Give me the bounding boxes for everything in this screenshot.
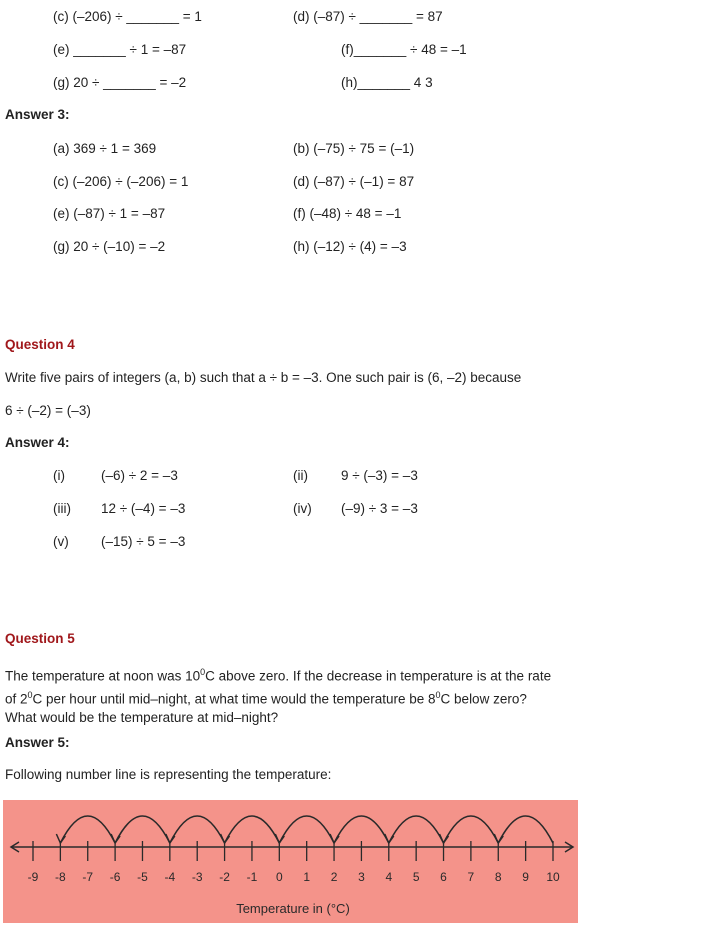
answer3-heading: Answer 3: [5,107,70,122]
tick-label: -3 [191,870,203,884]
answer3-item-h: (h) (–12) ÷ (4) = –3 [293,239,407,254]
q3-item-e: (e) _______ ÷ 1 = –87 [53,42,187,57]
answer4-expr-iii: 12 ÷ (–4) = –3 [101,501,186,516]
tick-label: 3 [358,870,365,884]
tick-label: -8 [55,870,66,884]
answer4-label-ii: (ii) [293,468,308,483]
tick-label: 8 [494,870,502,884]
tick-label: -7 [82,870,94,884]
question5-heading: Question 5 [5,631,75,646]
answer3-item-g: (g) 20 ÷ (–10) = –2 [53,239,166,254]
question4-example: 6 ÷ (–2) = (–3) [5,403,91,418]
answer4-heading: Answer 4: [5,435,70,450]
question5-line1: The temperature at noon was $10^0C$ above zero. If the decrease in temperature is at the rate [5,667,552,684]
number-line-caption: Temperature in (°C) [236,901,350,916]
temperature-number-line-figure [3,800,578,923]
tick-label: -6 [109,870,121,884]
answer4-expr-v: (–15) ÷ 5 = –3 [101,534,186,549]
answer4-label-iii: (iii) [53,501,71,516]
answer3-item-d: (d) (–87) ÷ (–1) = 87 [293,174,415,189]
tick-label: 7 [467,870,475,884]
answer3-item-e: (e) (–87) ÷ 1 = –87 [53,206,166,221]
question5-line3: What would be the temperature at mid–night? [5,710,279,725]
tick-label: 2 [330,870,338,884]
answer4-label-iv: (iv) [293,501,312,516]
tick-label: -5 [137,870,148,884]
tick-label: 10 [546,870,560,884]
tick-label: 5 [412,870,420,884]
tick-label: 4 [385,870,393,884]
q3-item-c: (c) (–206) ÷ _______ = 1 [53,9,202,24]
tick-label: 1 [303,870,311,884]
tick-label: -2 [219,870,230,884]
question4-heading: Question 4 [5,337,75,352]
answer4-expr-iv: (–9) ÷ 3 = –3 [341,501,418,516]
answer3-item-f: (f) (–48) ÷ 48 = –1 [293,206,402,221]
q3-item-d: (d) (–87) ÷ _______ = 87 [293,9,443,24]
answer4-expr-i: (–6) ÷ 2 = –3 [101,468,178,483]
answer3-item-b: (b) (–75) ÷ 75 = (–1) [293,141,415,156]
tick-label: 6 [440,870,447,884]
answer3-item-a: (a) 369 ÷ 1 = 369 [53,141,157,156]
tick-label: 9 [522,870,529,884]
tick-label: -4 [164,870,176,884]
answer4-label-i: (i) [53,468,65,483]
answer4-label-v: (v) [53,534,69,549]
tick-label: 0 [275,870,283,884]
q3-item-g: (g) 20 ÷ _______ = –2 [53,75,187,90]
question4-text: Write five pairs of integers (a, b) such that a ÷ b = –3. One such pair is (6, –2) because [5,370,522,385]
answer4-expr-ii: 9 ÷ (–3) = –3 [341,468,418,483]
q3-item-h: (h)_______ 4 3 [341,75,433,90]
answer5-heading: Answer 5: [5,735,70,750]
tick-label: -9 [27,870,39,884]
q3-item-f: (f)_______ ÷ 48 = –1 [341,42,467,57]
answer5-intro: Following number line is representing the temperature: [5,767,332,782]
question5-text [5,663,695,727]
question5-line2: of $2^0C$ per hour until mid–night, at what time would the temperature be $8^0C$ below zero? [5,689,527,706]
tick-label: -1 [246,870,258,884]
answer3-item-c: (c) (–206) ÷ (–206) = 1 [53,174,189,189]
